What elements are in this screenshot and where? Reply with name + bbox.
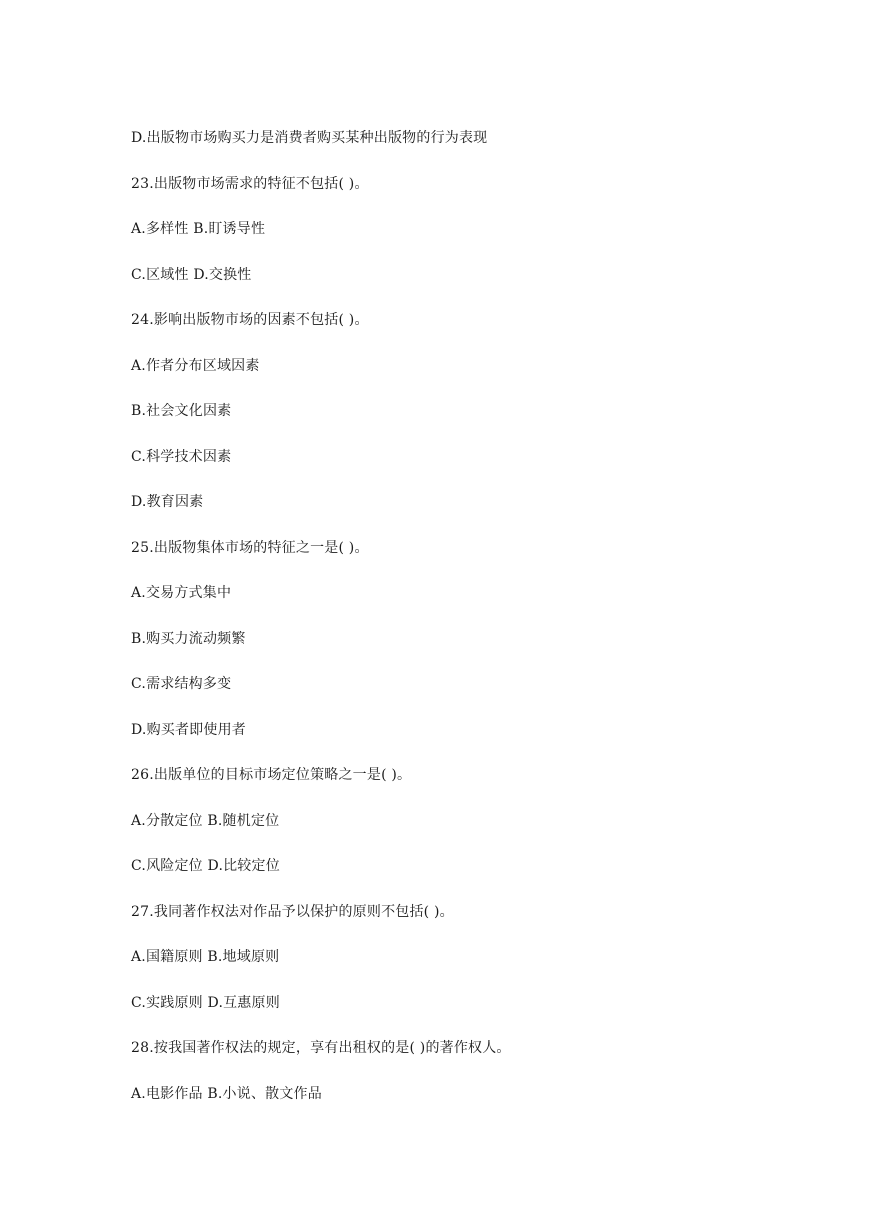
option-line: B.社会文化因素: [131, 403, 232, 419]
question-line: 27.我同著作权法对作品予以保护的原则不包括( )。: [131, 903, 454, 920]
question-line: 25.出版物集体市场的特征之一是( )。: [131, 539, 369, 556]
option-line: A.国籍原则 B.地域原则: [131, 949, 280, 965]
question-list: [131, 128, 511, 1129]
question-line: 23.出版物市场需求的特征不包括( )。: [131, 175, 369, 192]
option-line: D.出版物市场购买力是消费者购买某种出版物的行为表现: [131, 130, 488, 146]
option-line: D.教育因素: [131, 494, 204, 510]
option-line: A.作者分布区域因素: [131, 357, 260, 374]
option-line: C.风险定位 D.比较定位: [131, 858, 280, 874]
option-line: B.购买力流动频繁: [131, 630, 246, 647]
option-line: A.交易方式集中: [131, 585, 232, 601]
option-line: A.电影作品 B.小说、散文作品: [131, 1085, 322, 1102]
option-line: A.分散定位 B.随机定位: [131, 812, 280, 829]
question-line: 24.影响出版物市场的因素不包括( )。: [131, 312, 369, 328]
option-line: C.实践原则 D.互惠原则: [131, 994, 280, 1011]
question-line: 28.按我国著作权法的规定，享有出租权的是( )的著作权人。: [131, 1040, 511, 1056]
question-line: 26.出版单位的目标市场定位策略之一是( )。: [131, 767, 412, 783]
option-line: C.区域性 D.交换性: [131, 266, 252, 283]
option-line: C.需求结构多变: [131, 676, 232, 692]
option-line: D.购买者即使用者: [131, 721, 246, 738]
option-line: A.多样性 B.盯诱导性: [131, 221, 266, 237]
option-line: C.科学技术因素: [131, 448, 232, 465]
